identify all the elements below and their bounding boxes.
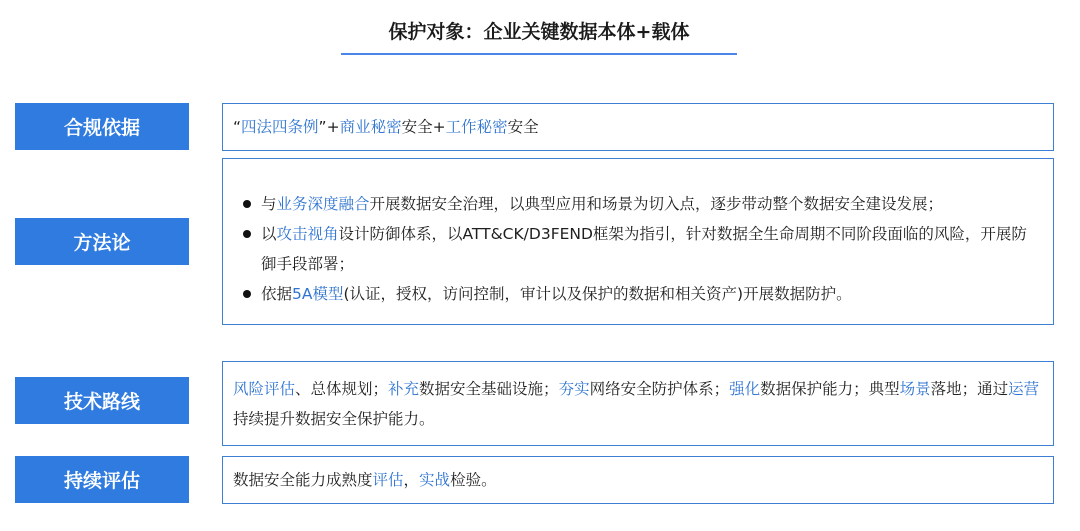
- body-text: 落地；通过: [930, 380, 1009, 398]
- label-method: 方法论: [15, 218, 189, 265]
- method-item-text: [261, 225, 1027, 273]
- body-text: 数据安全能力成熟度: [233, 471, 373, 489]
- compliance-text: [233, 112, 539, 142]
- method-item-text: [261, 285, 852, 303]
- body-text: 检验。: [450, 471, 497, 489]
- bullet-icon: [243, 290, 251, 298]
- body-text: ”+: [318, 118, 340, 136]
- eval-text: [233, 465, 497, 495]
- tech-box: [222, 361, 1054, 446]
- highlight-text: 业务深度融合: [276, 195, 370, 213]
- body-text: “: [233, 118, 242, 136]
- highlight-text: 5A模型: [292, 285, 344, 303]
- body-text: (认证，授权，访问控制，审计以及保护的数据和相关资产)开展数据防护。: [343, 285, 852, 303]
- highlight-text: 夯实: [558, 380, 590, 398]
- body-text: 数据保护能力；典型: [760, 380, 900, 398]
- highlight-text: 实战: [419, 471, 451, 489]
- highlight-text: 运营: [1008, 380, 1040, 398]
- method-box: [222, 158, 1054, 325]
- label-compliance: 合规依据: [15, 103, 189, 150]
- highlight-text: 攻击视角: [276, 225, 339, 243]
- body-text: 持续提升数据安全保护能力。: [233, 410, 435, 428]
- label-tech: 技术路线: [15, 377, 189, 424]
- body-text: 设计防御体系，以ATT&CK/D3FEND框架为指引，针对数据全生命周期不同阶段面临的风险，开展防御手段部署；: [261, 225, 1027, 273]
- method-item: [233, 219, 1041, 279]
- method-item: [233, 279, 1041, 309]
- title-underline: [341, 53, 737, 55]
- highlight-text: 补充: [388, 380, 420, 398]
- body-text: 安全: [507, 118, 539, 136]
- body-text: 数据安全基础设施；: [419, 380, 559, 398]
- label-eval: 持续评估: [15, 456, 189, 503]
- compliance-box: [222, 103, 1054, 151]
- highlight-text: 工作秘密: [445, 118, 508, 136]
- highlight-text: 强化: [729, 380, 761, 398]
- body-text: 开展数据安全治理，以典型应用和场景为切入点，逐步带动整个数据安全建设发展；: [369, 195, 944, 213]
- body-text: 依据: [261, 285, 293, 303]
- method-item: [233, 189, 1041, 219]
- body-text: 、总体规划；: [295, 380, 389, 398]
- method-list: [233, 189, 1041, 309]
- body-text: 以: [261, 225, 277, 243]
- bullet-icon: [243, 200, 251, 208]
- eval-box: [222, 456, 1054, 504]
- tech-text: [233, 380, 1039, 428]
- page-title: 保护对象：企业关键数据本体+载体: [388, 21, 690, 43]
- body-text: ，: [403, 471, 420, 489]
- bullet-icon: [243, 230, 251, 238]
- highlight-text: 风险评估: [233, 380, 296, 398]
- body-text: 网络安全防护体系；: [589, 380, 730, 398]
- highlight-text: 四法四条例: [241, 118, 319, 136]
- highlight-text: 评估: [372, 471, 404, 489]
- body-text: 安全+: [401, 118, 446, 136]
- method-item-text: [261, 195, 943, 213]
- highlight-text: 场景: [899, 380, 931, 398]
- highlight-text: 商业秘密: [339, 118, 402, 136]
- body-text: 与: [261, 195, 277, 213]
